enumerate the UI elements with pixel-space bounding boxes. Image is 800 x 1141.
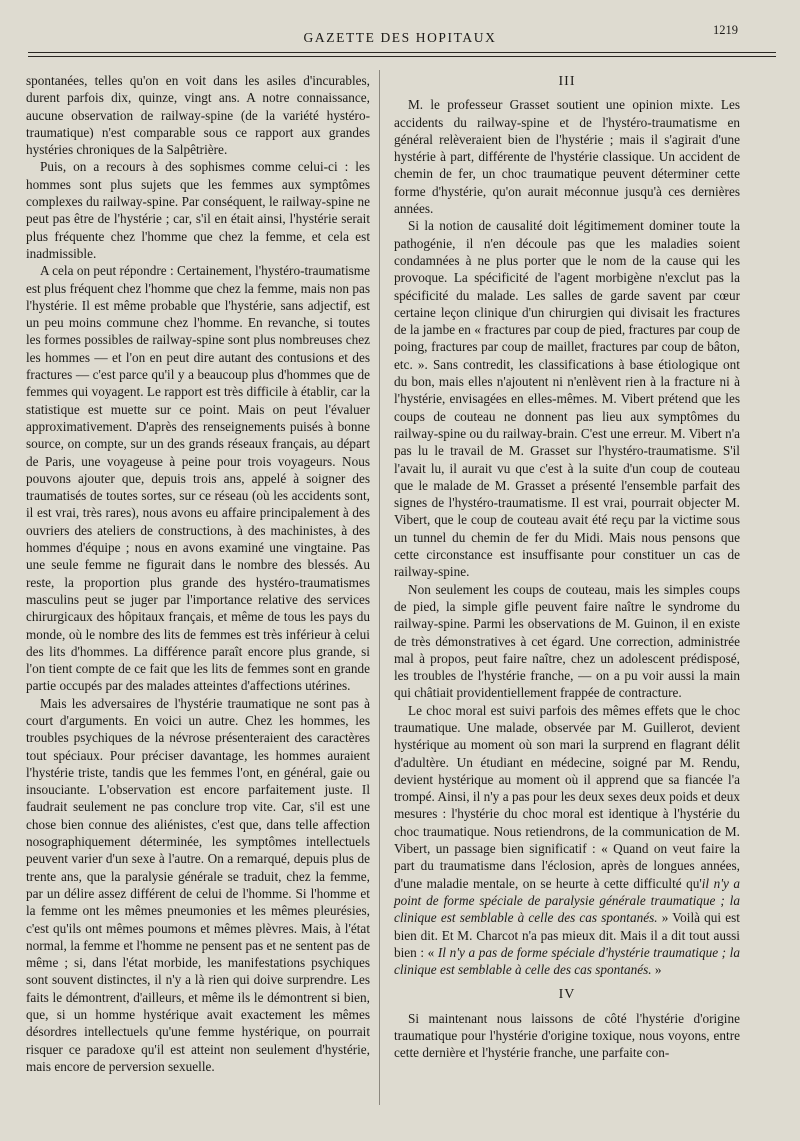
paragraph: Mais les adversaires de l'hystérie traumatique ne sont pas à court d'arguments. En voici un autre. Chez les hommes, les troubles psychiques de la névrose présenteraient des caractères tout spéciaux. Pour préciser davantage, les hommes auraient l'hystérie triste, tandis que les femmes l'ont, en général, gaie ou insouciante. L'observation est encore parfaitement juste. Il faudrait seulement ne pas conclure trop vite. Car, s'il est une chose bien connue des aliénistes, c'est que, dans telle affection nosographiquement déterminée, les symptômes intellectuels peuvent varier d'un sexe à l'autre. On a remarqué, depuis plus de trente ans, que la paralysie générale se traduit, chez la femme, par un délire assez différent de celui de l'homme. Si l'homme et la femme ont les mêmes pneumonies et les mêmes pleurésies, c'est qu'ils ont mêmes poumons et mêmes plèvres. Mais, à l'état normal, la femme et l'homme ne pensent pas et ne sentent pas de même ; si, dans l'état morbide, les manifestations psychiques sont souvent distinctes, il n'y a là rien qui doive surprendre. Les faits le démontrent, d'ailleurs, et même ils le démontrent si bien, que, si un homme hystérique avait exactement les mêmes désordres intellectuels qu'une femme hystérique, on pourrait risquer ce paradoxe qu'il est atteint non seulement d'hystérie, mais encore de perversion sexuelle. [26, 695, 370, 1074]
running-header-title: GAZETTE DES HOPITAUX [303, 30, 497, 45]
header-rule-top [28, 52, 776, 53]
paragraph: Non seulement les coups de couteau, mais les simples coups de pied, la simple gifle peuvent faire naître le syndrome du railway-spine. Parmi les observations de M. Guinon, il en existe de très démonstratives à cet égard. Une correction, administrée mal à propos, peut faire naître, chez un adolescent prédisposé, les troubles de l'hystérie franche, — on a pu voir aussi la main qui châtiait providentiellement frappée de contracture. [394, 581, 740, 701]
paragraph: Puis, on a recours à des sophismes comme celui-ci : les hommes sont plus sujets que les femmes aux symptômes complexes du railway-spine. Par conséquent, le railway-spine ne peut pas être de l'hystérie ; car, s'il en était ainsi, l'hystérie serait plus fréquente chez l'homme que chez la femme, et cela est inadmissible. [26, 159, 370, 261]
paragraph: Si la notion de causalité doit légitimement dominer toute la pathogénie, il n'en découle pas que les maladies soient condamnées à ne plus porter que le nom de la cause qui les provoque. La spécificité de l'agent morbigène n'exclut pas la spécificité du malade. Les salles de garde savent par cœur certaine leçon clinique d'un chirurgien qui divisait les fractures de la jambe en « fractures par coup de pied, fractures par coup de poing, fractures par coup de maillet, fractures par coup de bâton, etc. ». Sans contredit, les classifications à base étiologique ont du bon, mais elles n'ajoutent ni n'enlèvent rien à la fracture ni à l'hystérie, envisagées en elles-mêmes. M. Vibert prétend que les coups de couteau ne donnent pas lieu aux symptômes du railway-spine ou du railway-brain. C'est une erreur. M. Vibert n'a pas lu le travail de M. Grasset sur l'hystéro-traumatisme. S'il l'avait lu, il aurait vu que c'est à la suite d'un coup de couteau que le malade de M. Grasset a présenté l'ensemble parfait des signes de l'hystéro-traumatisme. Il est vrai, pourrait objecter M. Vibert, que le coup de couteau avait été reçu par la victime sous un tunnel du chemin de fer du Midi. Mais nous pensons que cette circonstance est insuffisante pour constituer un cas de railway-spine. [394, 218, 740, 580]
paragraph: Si maintenant nous laissons de côté l'hystérie d'origine traumatique pour l'hystérie d'origine toxique, nous voyons, entre cette dernière et l'hystérie franche, une parfaite con- [394, 1010, 740, 1061]
paragraph: spontanées, telles qu'on en voit dans les asiles d'incurables, durent parfois dix, quinze, vingt ans. A notre connaissance, aucune observation de railway-spine (de la variété hystéro-traumatique) n'est comparable sous ce rapport aux grandes hystéries chroniques de la Salpêtrière. [26, 73, 370, 158]
italic-quote: Il n'y a pas de forme spéciale d'hystérie traumatique ; la clinique est semblable à celle des cas spontanés. [394, 944, 740, 978]
section-heading-iii: III [558, 74, 576, 89]
paragraph-text: Le choc moral est suivi parfois des mêmes effets que le choc traumatique. Une malade, observée par M. Guillerot, devient hystérique au moment où son mari la surprend en flagrant délit d'adultère. Un étudiant en médecine, soigné par M. Rendu, devient hystérique au moment où il apprend que sa fiancée l'a trompé. Ainsi, il n'y a pas pour les deux sexes deux poids et deux mesures : l'hystérie du choc moral est identique à l'hystérie du choc traumatique. Nous retiendrons, de la communication de M. Vibert, un passage bien significatif : « Quand on veut faire la part du traumatisme dans l'éclosion, après de longues années, d'une maladie mentale, on se heurte à cette difficulté qu' [394, 702, 740, 891]
paragraph: A cela on peut répondre : Certainement, l'hystéro-traumatisme est plus fréquent chez l'homme que chez la femme, mais non pas l'hystérie. Il est même probable que l'hystérie, sans adjectif, est un peu moins commune chez l'homme. En revanche, si toutes les formes possibles de railway-spine sont plus nombreuses chez les hommes — et l'on en peut dire autant des contusions et des fractures — c'est parce qu'il y a beaucoup plus d'hommes que de femmes qui voyagent. Le rapport est très difficile à établir, car la statistique est muette sur ce point. Mais on peut l'évaluer approximativement. D'après des renseignements puisés à bonne source, on compte, sur un des grands réseaux français, au départ de Paris, une voyageuse à peine pour trois voyageurs. Nous pouvons ajouter que, depuis trois ans, appelé à soigner des traumatisés de toutes sortes, sur ce réseau (où les accidents sont, il est vrai, très rares), nous avons eu affaire principalement à des ouvriers des ateliers de constructions, à des machinistes, à des hommes d'équipe ; nous en avons examiné une vingtaine. Pas une seule femme ne figurait dans le nombre des blessés. Au reste, la proportion plus grande des hystéro-traumatismes masculins peut se juger par l'importance relative des services chirurgicaux des hôpitaux français, et même de tous les pays du monde, où le nombre des lits de femmes est très inférieur à celui des lits d'hommes. La différence paraît encore plus grande, si l'on tient compte de ce fait que les lits de femmes sont en grande partie occupés par des malades atteintes d'affections utérines. [26, 263, 370, 694]
page-number: 1219 [713, 23, 738, 37]
column-divider [379, 70, 380, 1105]
italic-quote: il n'y a point de forme spéciale de paralysie générale traumatique ; la clinique est semblable à celle des cas spontanés. [394, 875, 741, 926]
paragraph: M. le professeur Grasset soutient une opinion mixte. Les accidents du railway-spine et de l'hystéro-traumatisme en général relèveraient bien de l'hystérie ; mais il s'agirait d'une hystérie à part, différente de l'hystérie classique. Un accident de chemin de fer, un choc traumatique peuvent déterminer cette forme d'hystérie, qu'on aurait méconnue jusqu'à ces dernières années. [394, 97, 740, 217]
section-heading-iv: IV [558, 987, 576, 1003]
paragraph-with-quotes [394, 702, 740, 979]
paragraph-text: » Voilà qui est bien dit. Et M. Charcot n'a pas mieux dit. Mais il a dit tout aussi bien : « [394, 910, 740, 960]
right-column [394, 72, 740, 1062]
paragraph-text: » [651, 962, 662, 978]
header-rule-bottom [28, 56, 776, 57]
left-column [26, 72, 370, 1075]
